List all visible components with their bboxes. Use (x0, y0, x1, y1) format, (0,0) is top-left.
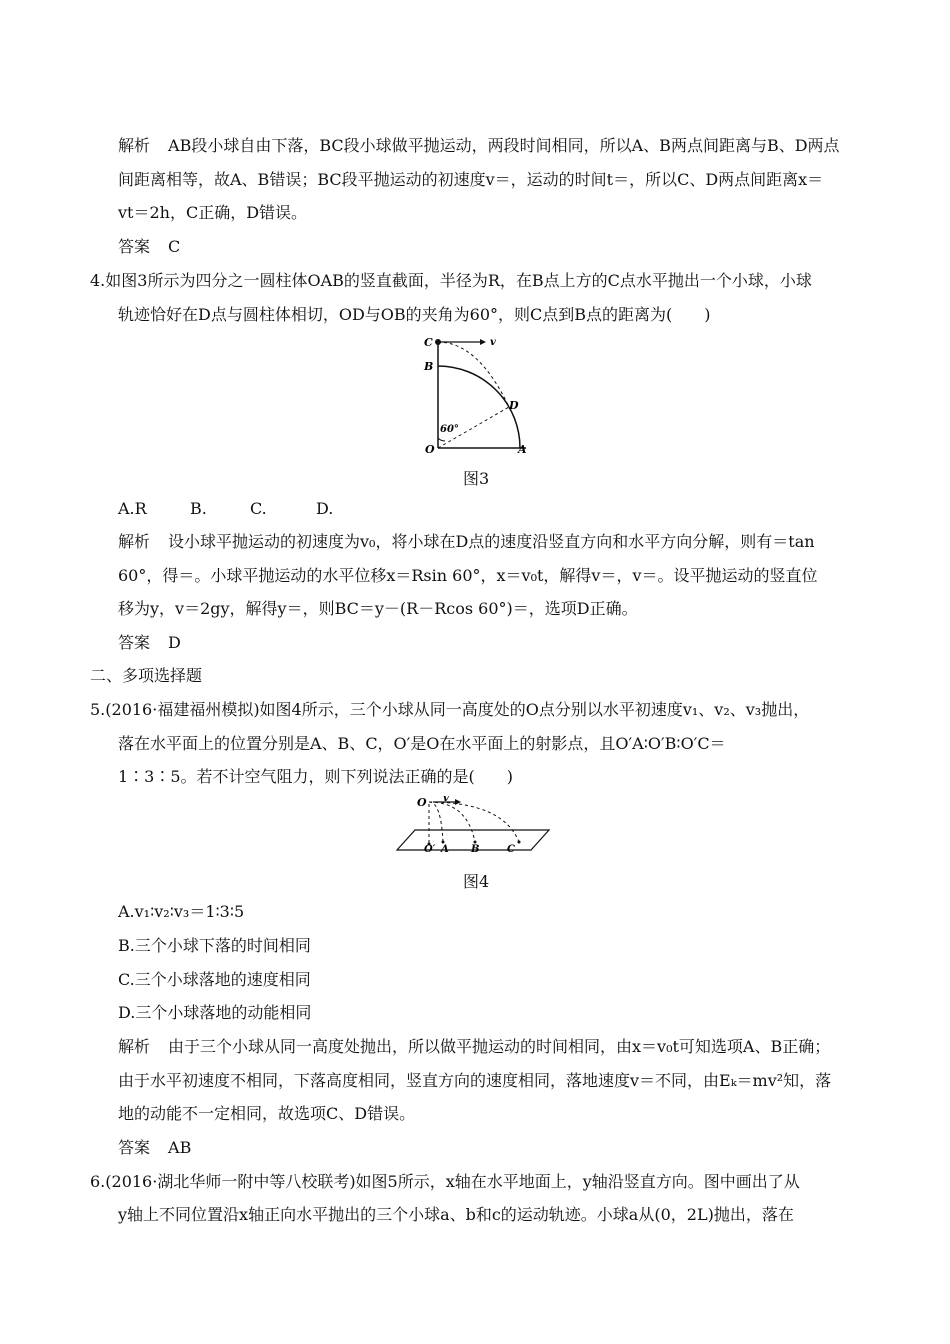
trajectory-b (429, 802, 475, 842)
q4-option-d: D. (316, 499, 334, 518)
q5-stem-line-3: 1∶3∶5。若不计空气阻力，则下列说法正确的是( ) (118, 767, 514, 786)
label-o: O (425, 443, 435, 456)
label-b: B (471, 844, 480, 855)
q3-explanation-line-1 (118, 136, 840, 156)
q5-stem-line-1: 5.(2016·福建福州模拟)如图4所示，三个小球从同一高度处的O点分别以水平初速度v₁、v₂、v₃抛出， (90, 700, 810, 719)
answer-value: C (168, 237, 181, 256)
section-heading: 二、多项选择题 (90, 666, 203, 685)
figure-4-diagram (393, 796, 559, 856)
answer-value: AB (168, 1138, 192, 1157)
q5-option-c: C.三个小球落地的速度相同 (118, 970, 311, 989)
explanation-label: 解析 (118, 1037, 151, 1056)
label-a: A (518, 443, 527, 456)
label-angle: 60° (440, 424, 459, 435)
q4-explanation-line-1 (118, 532, 815, 552)
explanation-label: 解析 (118, 532, 151, 551)
angle-arc (438, 438, 445, 441)
q4-stem-line-1: 4.如图3所示为四分之一圆柱体OAB的竖直截面，半径为R，在B点上方的C点水平抛出一个小球，小球 (90, 271, 812, 290)
label-v: v (490, 337, 496, 348)
q6-stem-line-1: 6.(2016·湖北华师一附中等八校联考)如图5所示，x轴在水平地面上，y轴沿竖直方向。图中画出了从 (90, 1172, 800, 1191)
explanation-label: 解析 (118, 136, 151, 155)
q5-option-a: A.v₁∶v₂∶v₃＝1∶3∶5 (118, 902, 245, 921)
q6-stem-line-2: y轴上不同位置沿x轴正向水平抛出的三个小球a、b和c的运动轨迹。小球a从(0，2L)抛出，落在 (118, 1205, 794, 1224)
figure-3-diagram (418, 334, 538, 456)
q4-explanation-line-3: 移为y，v＝2gy，解得y＝，则BC＝y－(R－Rcos 60°)＝，选项D正确。 (118, 599, 638, 618)
q3-explanation-line-2: 间距离相等，故A、B错误；BC段平抛运动的初速度v＝，运动的时间t＝，所以C、D两点间距离x＝ (118, 170, 824, 189)
q4-stem-line-2: 轨迹恰好在D点与圆柱体相切，OD与OB的夹角为60°，则C点到B点的距离为( ) (118, 305, 711, 324)
label-v: v (443, 796, 449, 804)
q4-option-c: C. (250, 499, 267, 518)
trajectory-a (429, 802, 443, 842)
label-c: C (507, 844, 515, 855)
q4-answer (118, 633, 181, 653)
label-b: B (424, 360, 434, 373)
q4-options (118, 499, 333, 519)
q4-option-a: A.R (118, 499, 147, 518)
q5-stem-line-2: 落在水平面上的位置分别是A、B、C，O′是O在水平面上的射影点，且O′A∶O′B∶O′C＝ (118, 734, 726, 753)
label-o: O (417, 796, 427, 809)
q4-option-b: B. (190, 499, 207, 518)
explanation-text: AB段小球自由下落，BC段小球做平抛运动，两段时间相同，所以A、B两点间距离与B、D两点 (168, 136, 840, 155)
label-d: D (509, 399, 519, 412)
velocity-arrowhead (480, 339, 486, 345)
q5-explanation-line-2: 由于水平初速度不相同，下落高度相同，竖直方向的速度相同，落地速度v＝不同，由Eₖ＝mv²知，落 (118, 1071, 832, 1090)
answer-value: D (168, 633, 181, 652)
q3-answer (118, 237, 180, 257)
answer-label: 答案 (118, 1138, 151, 1157)
label-o-prime: O′ (424, 844, 436, 855)
answer-label: 答案 (118, 633, 151, 652)
figure-3-caption: 图3 (463, 469, 490, 488)
explanation-text: 由于三个小球从同一高度处抛出，所以做平抛运动的时间相同，由x＝v₀t可知选项A、B正确； (168, 1037, 831, 1056)
q5-explanation-line-3: 地的动能不一定相同，故选项C、D错误。 (118, 1104, 416, 1123)
figure-4-caption: 图4 (463, 872, 490, 891)
q5-option-b: B.三个小球下落的时间相同 (118, 936, 311, 955)
label-a: A (441, 844, 449, 855)
label-c: C (424, 336, 433, 349)
q5-option-d: D.三个小球落地的动能相同 (118, 1003, 312, 1022)
q5-explanation-line-1 (118, 1037, 830, 1057)
explanation-text: 设小球平抛运动的初速度为v₀，将小球在D点的速度沿竖直方向和水平方向分解，则有＝tan (168, 532, 815, 551)
q4-explanation-line-2: 60°，得＝。小球平抛运动的水平位移x＝Rsin 60°，x＝v₀t，解得v＝，v＝。设平抛运动的竖直位 (118, 566, 818, 585)
q5-answer (118, 1138, 191, 1158)
q3-explanation-line-3: vt＝2h，C正确，D错误。 (118, 203, 308, 222)
answer-label: 答案 (118, 237, 151, 256)
point-c (518, 841, 521, 844)
quarter-arc (438, 366, 520, 448)
